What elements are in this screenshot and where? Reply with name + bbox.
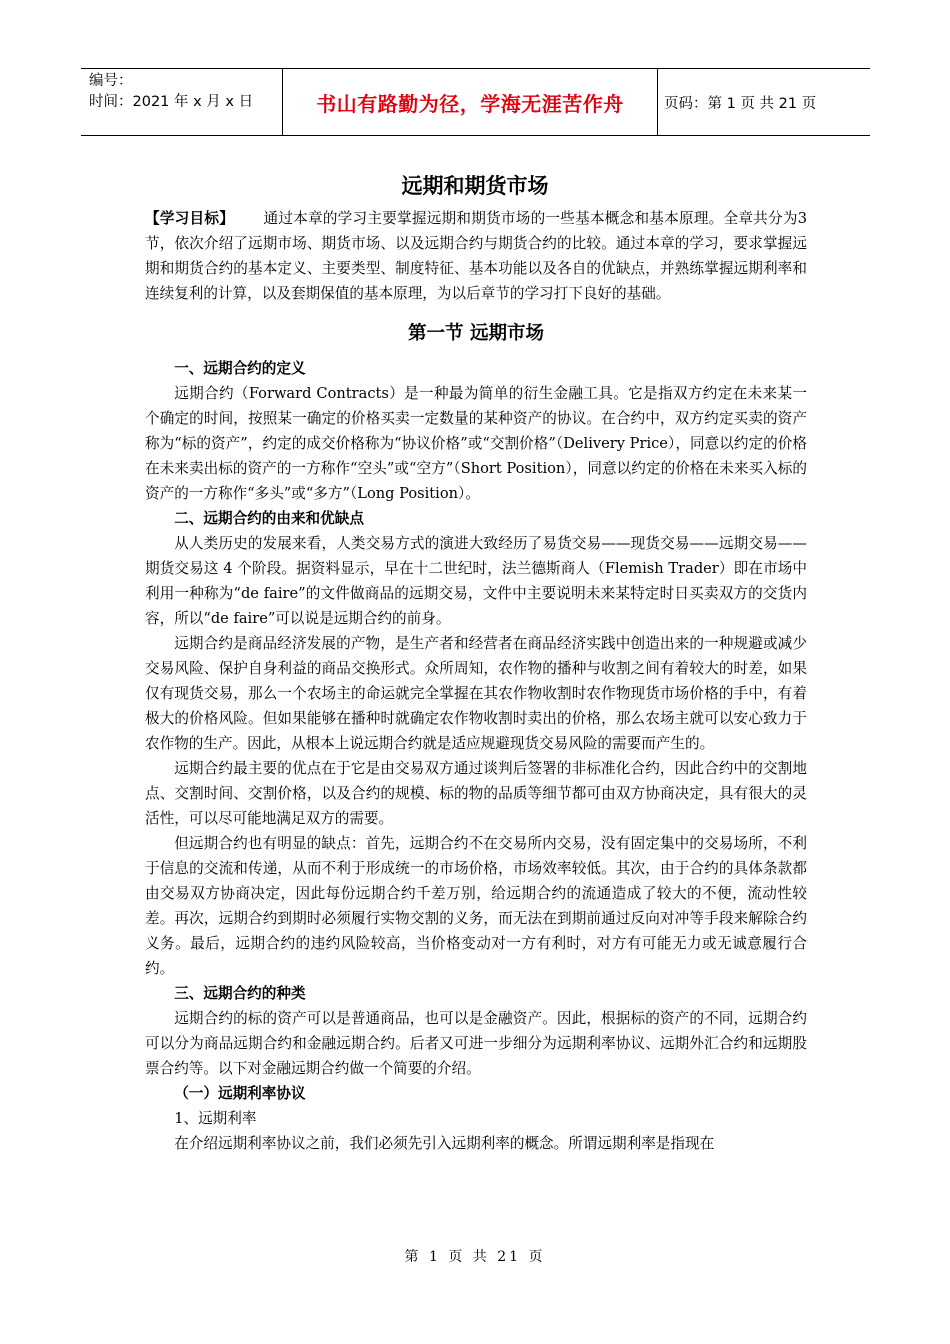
- learning-goals-text: 通过本章的学习主要掌握远期和期货市场的一些基本概念和基本原理。全章共分为3节，依次介绍了远期市场、期货市场、以及远期合约与期货合约的比较。通过本章的学习，要求掌握远期和期货合约的基本定义、主要类型、制度特征、基本功能以及各自的优缺点，并熟练掌握远期利率和连续复利的计算，以及套期保值的基本原理，为以后章节的学习打下良好的基础。: [145, 210, 807, 302]
- paragraph: 远期合约是商品经济发展的产物，是生产者和经营者在商品经济实践中创造出来的一种规避或减少交易风险、保护自身利益的商品交换形式。众所周知，农作物的播种与收割之间有着较大的时差，如果仅有现货交易，那么一个农场主的命运就完全掌握在其农作物收割时农作物现货市场价格的手中，有着极大的价格风险。但如果能够在播种时就确定农作物收割时卖出的价格，那么农场主就可以安心致力于农作物的生产。因此，从根本上说远期合约就是适应规避现货交易风险的需要而产生的。: [145, 635, 807, 752]
- page-header: [81, 68, 870, 136]
- paragraph: 远期合约的标的资产可以是普通商品，也可以是金融资产。因此，根据标的资产的不同，远期合约可以分为商品远期合约和金融远期合约。后者又可进一步细分为远期利率协议、远期外汇合约和远期股票合约等。以下对金融远期合约做一个简要的介绍。: [145, 1010, 807, 1077]
- paragraph: 在介绍远期利率协议之前，我们必须先引入远期利率的概念。所谓远期利率是指现在: [174, 1135, 715, 1152]
- time-label: 时间：2021 年 x 月 x 日: [89, 94, 254, 110]
- document-body: [145, 206, 807, 1156]
- paragraph: 远期合约（Forward Contracts）是一种最为简单的衍生金融工具。它是指双方约定在未来某一个确定的时间，按照某一确定的价格买卖一定数量的某种资产的协议。在合约中，双方约定买卖的资产称为“标的资产”，约定的成交价格称为“协议价格”或“交割价格”（Delivery Price），同意以约定的价格在未来卖出标的资产的一方称作“空头”或“空方”（Short Position），同意以约定的价格在未来买入标的资产的一方称作“多头”或“多方”（Long Position）。: [145, 385, 807, 502]
- header-page-info: 页码：第 1 页 共 21 页: [664, 95, 817, 112]
- document-title: 远期和期货市场: [401, 174, 549, 198]
- heading-definition: 一、远期合约的定义: [174, 360, 306, 377]
- paragraph: 但远期合约也有明显的缺点：首先，远期合约不在交易所内交易，没有固定集中的交易场所，不利于信息的交流和传递，从而不利于形成统一的市场价格，市场效率较低。其次，由于合约的具体条款都由交易双方协商决定，因此每份远期合约千差万别，给远期合约的流通造成了较大的不便，流动性较差。再次，远期合约到期时必须履行实物交割的义务，而无法在到期前通过反向对冲等手段来解除合约义务。最后，远期合约的违约风险较高，当价格变动对一方有利时，对方有可能无力或无诚意履行合约。: [145, 835, 807, 977]
- heading-types: 三、远期合约的种类: [174, 985, 306, 1002]
- section-title: 第一节 远期市场: [408, 323, 544, 344]
- header-meta: [81, 69, 283, 135]
- learning-goals: [145, 206, 807, 306]
- heading-forward-rate: 1、远期利率: [174, 1110, 257, 1127]
- page-footer: 第 1 页 共 21 页: [404, 1249, 546, 1265]
- heading-fra: （一）远期利率协议: [174, 1085, 306, 1102]
- paragraph: 远期合约最主要的优点在于它是由交易双方通过谈判后签署的非标准化合约，因此合约中的交割地点、交割时间、交割价格，以及合约的规模、标的物的品质等细节都可由双方协商决定，具有很大的灵活性，可以尽可能地满足双方的需要。: [145, 760, 807, 827]
- number-label: 编号：: [89, 73, 133, 89]
- header-motto: 书山有路勤为径，学海无涯苦作舟: [283, 69, 658, 135]
- learning-goals-label: 【学习目标】: [145, 210, 235, 227]
- paragraph: 从人类历史的发展来看，人类交易方式的演进大致经历了易货交易——现货交易——远期交易——期货交易这 4 个阶段。据资料显示，早在十二世纪时，法兰德斯商人（Flemish Trader）即在市场中利用一种称为“de faire”的文件做商品的远期交易，文件中主要说明未来某特定时日买卖双方的交货内容，所以“de faire”可以说是远期合约的前身。: [145, 535, 807, 627]
- heading-origin: 二、远期合约的由来和优缺点: [174, 510, 364, 527]
